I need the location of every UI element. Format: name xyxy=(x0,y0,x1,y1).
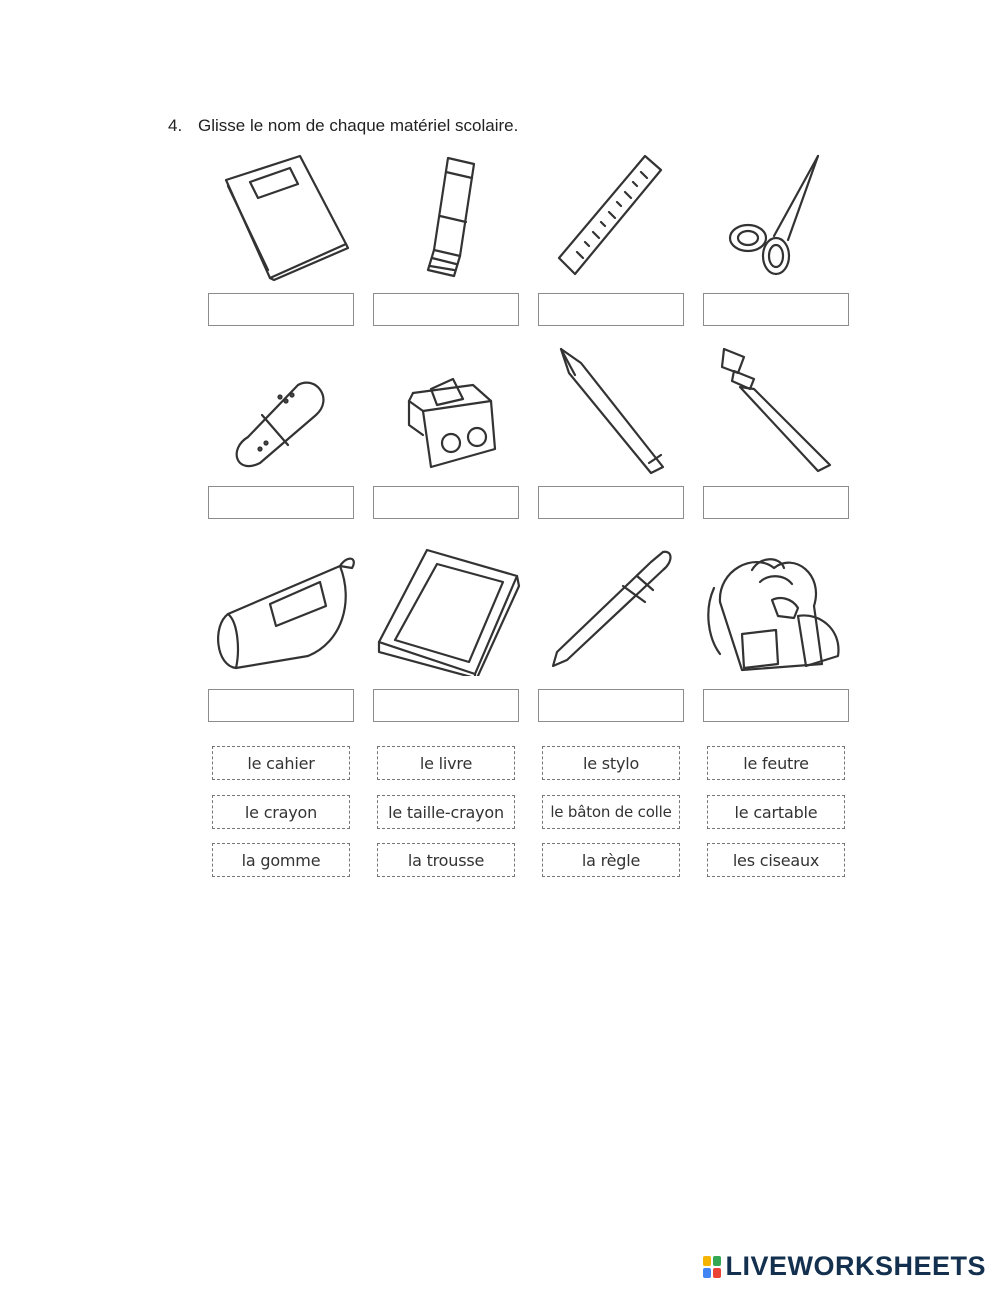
logo-square xyxy=(713,1256,721,1266)
logo-square xyxy=(703,1268,711,1278)
word-chip[interactable]: le taille-crayon xyxy=(377,795,515,829)
word-chip[interactable]: la trousse xyxy=(377,843,515,877)
drop-zone[interactable] xyxy=(208,689,354,722)
word-chip[interactable]: les ciseaux xyxy=(707,843,845,877)
eraser-icon xyxy=(208,345,358,475)
word-chip[interactable]: le stylo xyxy=(542,746,680,780)
word-chip[interactable]: la règle xyxy=(542,843,680,877)
word-chip[interactable]: le cartable xyxy=(707,795,845,829)
word-chip[interactable]: la gomme xyxy=(212,843,350,877)
ruler-icon xyxy=(537,152,687,282)
word-chip[interactable]: le crayon xyxy=(212,795,350,829)
drop-zone[interactable] xyxy=(538,689,684,722)
word-chip[interactable]: le feutre xyxy=(707,746,845,780)
scissors-icon xyxy=(702,152,852,282)
drop-zone[interactable] xyxy=(538,293,684,326)
word-chip[interactable]: le bâton de colle xyxy=(542,795,680,829)
drop-zone[interactable] xyxy=(373,689,519,722)
drop-zone[interactable] xyxy=(208,486,354,519)
liveworksheets-logo xyxy=(703,1251,986,1282)
backpack-icon xyxy=(702,546,852,676)
logo-text: LIVEWORKSHEETS xyxy=(725,1251,986,1281)
drop-zone[interactable] xyxy=(703,486,849,519)
logo-square xyxy=(713,1268,721,1278)
drop-zone[interactable] xyxy=(538,486,684,519)
marker-icon xyxy=(702,345,852,475)
pen-icon xyxy=(537,546,687,676)
book-icon xyxy=(373,546,523,676)
drop-zone[interactable] xyxy=(703,689,849,722)
instruction-text: Glisse le nom de chaque matériel scolaire. xyxy=(198,116,519,135)
word-chip[interactable]: le livre xyxy=(377,746,515,780)
logo-square xyxy=(703,1256,711,1266)
word-chip[interactable]: le cahier xyxy=(212,746,350,780)
glue-stick-icon xyxy=(372,152,522,282)
drop-zone[interactable] xyxy=(373,486,519,519)
notebook-icon xyxy=(208,152,358,282)
drop-zone[interactable] xyxy=(208,293,354,326)
pencil-sharpener-icon xyxy=(373,345,523,475)
drop-zone[interactable] xyxy=(703,293,849,326)
drop-zone[interactable] xyxy=(373,293,519,326)
instruction-number: 4. xyxy=(168,116,183,135)
pencil-icon xyxy=(537,345,687,475)
logo-mark-icon xyxy=(703,1256,721,1278)
instruction xyxy=(168,116,518,136)
pencil-case-icon xyxy=(208,546,358,676)
